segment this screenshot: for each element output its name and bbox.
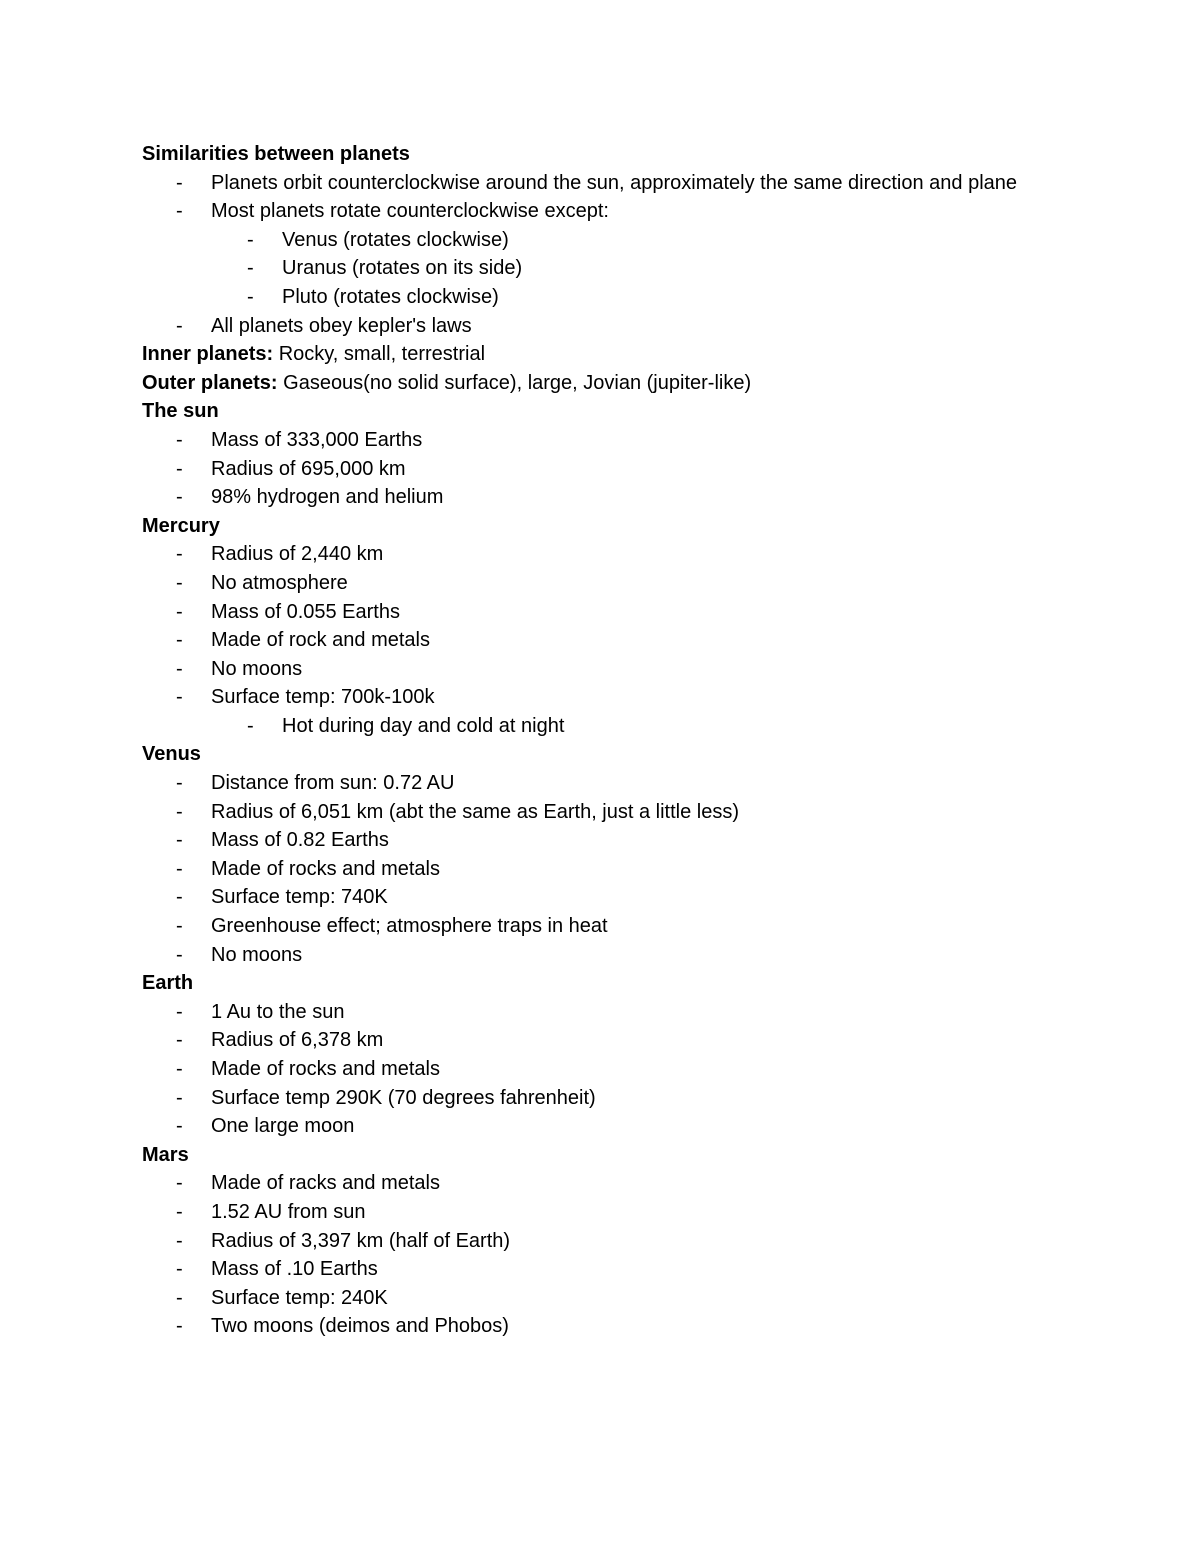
list-item-text: Made of rock and metals <box>211 629 430 652</box>
list-item <box>142 1284 1042 1313</box>
dash-marker: - <box>247 714 254 737</box>
list-item <box>142 312 1042 341</box>
dash-marker: - <box>176 829 183 852</box>
dash-marker: - <box>176 1229 183 1252</box>
dash-marker: - <box>176 314 183 337</box>
sub-list-item <box>142 283 1042 312</box>
list-item-text: Uranus (rotates on its side) <box>282 257 523 280</box>
list-item <box>142 655 1042 684</box>
list-item-text: Mass of 0.82 Earths <box>211 829 389 852</box>
list-item <box>142 426 1042 455</box>
list-item-text: Radius of 6,051 km (abt the same as Earth, just a little less) <box>211 800 740 823</box>
dash-marker: - <box>176 571 183 594</box>
list-item <box>142 769 1042 798</box>
dash-marker: - <box>176 1258 183 1281</box>
list-item-text: 98% hydrogen and helium <box>211 486 444 509</box>
list-item <box>142 826 1042 855</box>
list-item-text: Radius of 695,000 km <box>211 457 406 480</box>
list-item <box>142 1026 1042 1055</box>
list-item <box>142 455 1042 484</box>
dash-marker: - <box>176 1058 183 1080</box>
dash-marker: - <box>176 543 183 566</box>
dash-marker: - <box>176 486 183 509</box>
dash-marker: - <box>176 171 183 194</box>
list-item-text: 1.52 AU from sun <box>211 1200 366 1223</box>
inner-planets-label: Inner planets: <box>142 343 274 366</box>
list-item <box>142 569 1042 598</box>
dash-marker: - <box>176 1029 183 1052</box>
list-item-text: Venus (rotates clockwise) <box>282 228 509 251</box>
list-item-text: Mass of 333,000 Earths <box>211 428 423 451</box>
sub-list-item <box>142 712 1042 741</box>
list-item-text: Greenhouse effect; atmosphere traps in heat <box>211 915 608 938</box>
dash-marker: - <box>176 200 183 223</box>
list-item <box>142 598 1042 627</box>
list-item <box>142 855 1042 884</box>
list-item-text: Two moons (deimos and Phobos) <box>211 1315 509 1338</box>
list-item-text: Surface temp 290K (70 degrees fahrenheit) <box>211 1086 596 1109</box>
heading-similarities: Similarities between planets <box>142 143 410 165</box>
heading-the-sun: The sun <box>142 400 219 423</box>
list-item <box>142 1198 1042 1227</box>
dash-marker: - <box>176 629 183 652</box>
heading-venus: Venus <box>142 743 201 766</box>
list-item <box>142 1055 1042 1084</box>
list-item-text: Mass of 0.055 Earths <box>211 600 400 623</box>
list-item <box>142 998 1042 1027</box>
document-body <box>142 140 1042 1341</box>
dash-marker: - <box>176 1315 183 1338</box>
list-item <box>142 912 1042 941</box>
list-item <box>142 1112 1042 1141</box>
dash-marker: - <box>176 600 183 623</box>
inner-planets-line <box>142 340 1042 369</box>
dash-marker: - <box>176 1286 183 1309</box>
dash-marker: - <box>176 943 183 966</box>
dash-marker: - <box>176 1172 183 1195</box>
list-item-text: Radius of 3,397 km (half of Earth) <box>211 1229 511 1252</box>
list-item-text: No moons <box>211 943 303 966</box>
dash-marker: - <box>247 257 254 280</box>
dash-marker: - <box>176 1200 183 1223</box>
list-item <box>142 197 1042 226</box>
sub-list-item <box>142 226 1042 255</box>
dash-marker: - <box>247 228 254 251</box>
list-item <box>142 1312 1042 1341</box>
list-item-text: No moons <box>211 657 303 680</box>
dash-marker: - <box>176 686 183 709</box>
dash-marker: - <box>176 457 183 480</box>
heading-mercury: Mercury <box>142 514 220 537</box>
list-item <box>142 798 1042 827</box>
list-item-text: Made of racks and metals <box>211 1172 440 1195</box>
dash-marker: - <box>247 285 254 308</box>
list-item <box>142 626 1042 655</box>
dash-marker: - <box>176 886 183 909</box>
list-item-text: Surface temp: 740K <box>211 886 388 909</box>
list-item <box>142 1084 1042 1113</box>
list-item-text: Made of rocks and metals <box>211 857 440 880</box>
list-item-text: Distance from sun: 0.72 AU <box>211 772 455 795</box>
dash-marker: - <box>176 1086 183 1109</box>
list-item <box>142 1169 1042 1198</box>
list-item-text: Surface temp: 700k-100k <box>211 686 435 709</box>
outer-planets-text: Gaseous(no solid surface), large, Jovian (jupiter-like) <box>277 371 752 394</box>
outer-planets-line <box>142 369 1042 398</box>
dash-marker: - <box>176 428 183 451</box>
list-item-text: Mass of .10 Earths <box>211 1258 378 1281</box>
dash-marker: - <box>176 1000 183 1023</box>
list-item <box>142 683 1042 712</box>
list-item-text: Surface temp: 240K <box>211 1286 388 1309</box>
list-item <box>142 540 1042 569</box>
list-item <box>142 483 1042 512</box>
heading-earth: Earth <box>142 972 194 995</box>
list-item-text: Radius of 2,440 km <box>211 543 384 566</box>
list-item <box>142 883 1042 912</box>
list-item-text: No atmosphere <box>211 571 348 594</box>
list-item <box>142 1255 1042 1284</box>
list-item <box>142 1227 1042 1256</box>
heading-mars: Mars <box>142 1143 189 1166</box>
dash-marker: - <box>176 800 183 823</box>
list-item-text: Radius of 6,378 km <box>211 1029 384 1052</box>
dash-marker: - <box>176 915 183 938</box>
list-item-text: 1 Au to the sun <box>211 1000 345 1023</box>
list-item <box>142 169 1031 198</box>
list-item <box>142 941 1042 970</box>
list-item-text: Pluto (rotates clockwise) <box>282 285 499 308</box>
list-item-text: Planets orbit counterclockwise around the sun, approximately the same direction and plane <box>211 171 1018 194</box>
sub-list-item <box>142 254 1042 283</box>
dash-marker: - <box>176 772 183 795</box>
dash-marker: - <box>176 657 183 680</box>
dash-marker: - <box>176 1115 183 1138</box>
list-item-text: All planets obey kepler's laws <box>211 314 472 337</box>
list-item-text: Made of rocks and metals <box>211 1058 440 1080</box>
list-item-text: Hot during day and cold at night <box>282 714 565 737</box>
list-item-text: One large moon <box>211 1115 355 1138</box>
inner-planets-text: Rocky, small, terrestrial <box>273 343 486 366</box>
outer-planets-label: Outer planets: <box>142 371 278 394</box>
list-item-text: Most planets rotate counterclockwise except: <box>211 200 609 223</box>
dash-marker: - <box>176 857 183 880</box>
